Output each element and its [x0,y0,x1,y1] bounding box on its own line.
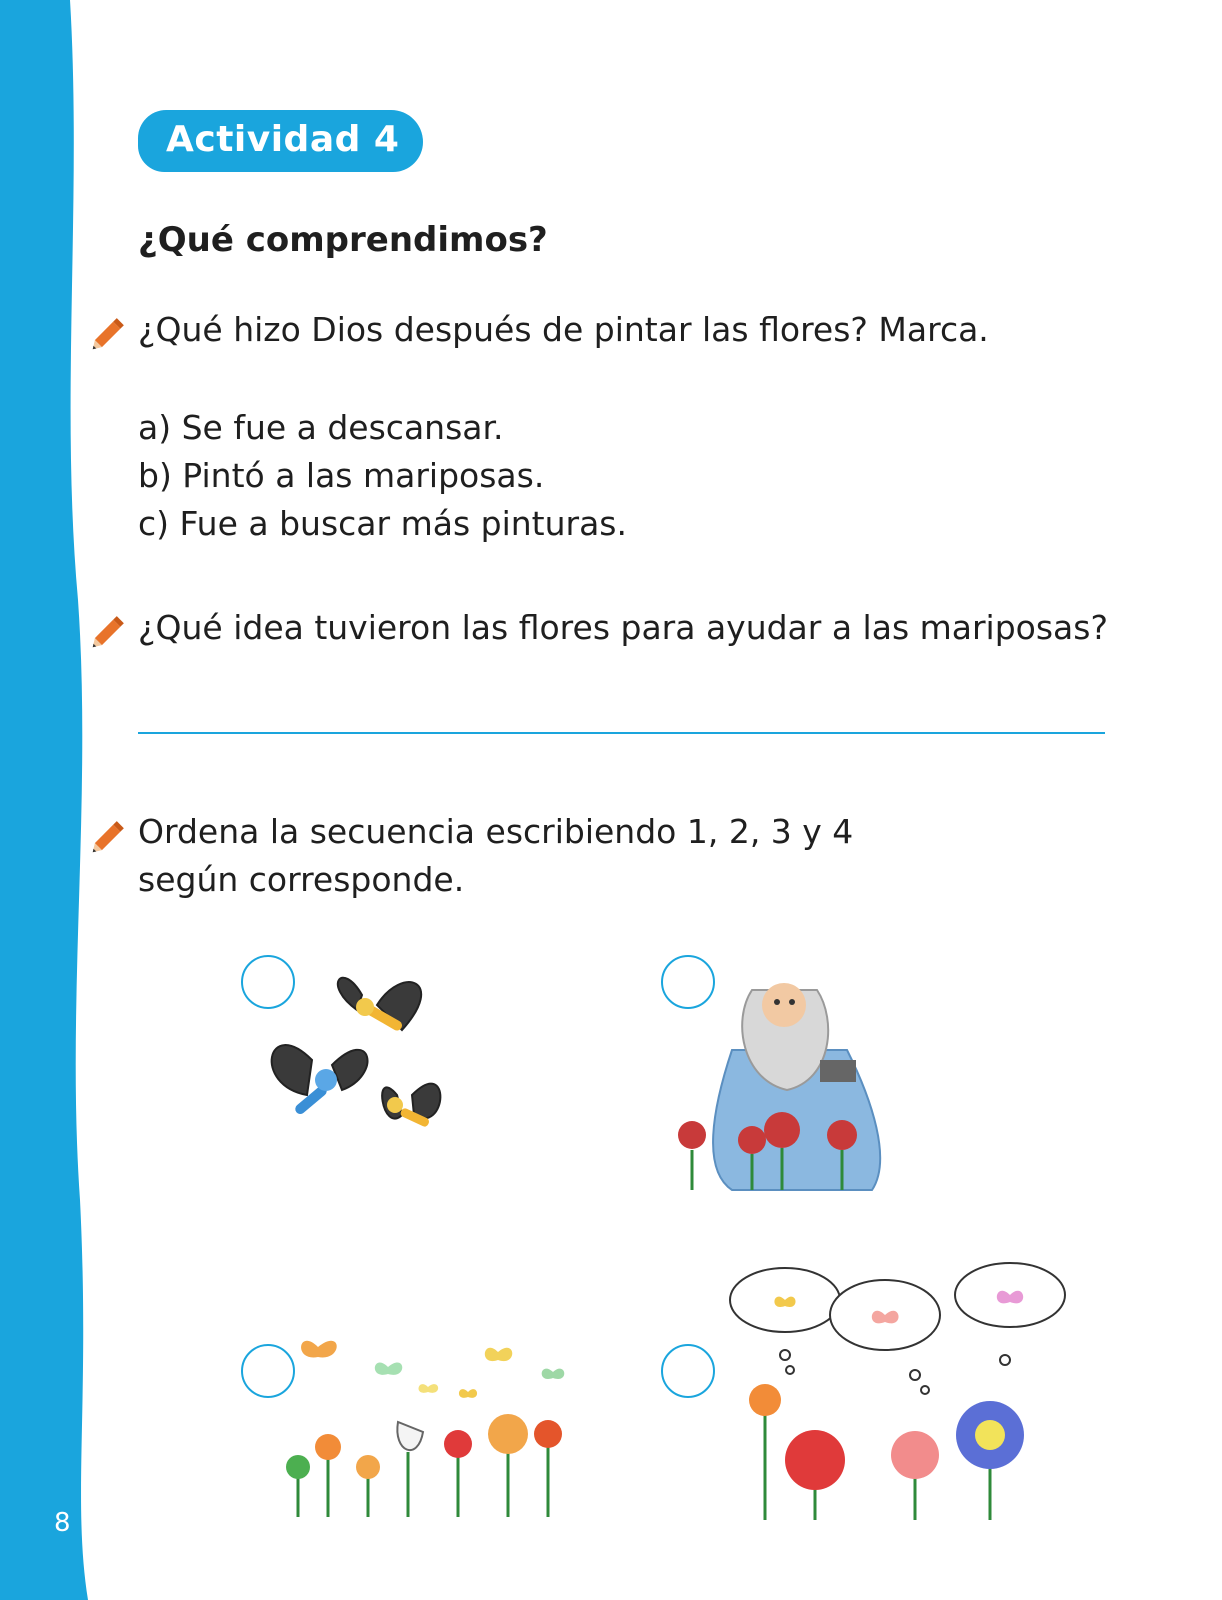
answer-line[interactable] [138,732,1105,734]
colorful-butterflies-flowers-illustration [268,1322,588,1522]
question-3-line-1: Ordena la secuencia escribiendo 1, 2, 3 y 4 [138,812,854,851]
question-1: ¿Qué hizo Dios después de pintar las flores? Marca. [138,310,989,349]
flowers-dreaming-butterflies-illustration [725,1260,1080,1525]
question-3-line-2: según corresponde. [138,860,465,899]
activity-badge [138,110,423,172]
butterflies-dark-illustration [262,965,462,1155]
option-a[interactable]: a) Se fue a descansar. [138,408,504,447]
question-2: ¿Qué idea tuvieron las flores para ayudar a las mariposas? [138,608,1108,647]
option-b[interactable]: b) Pintó a las mariposas. [138,456,545,495]
page-number: 8 [54,1508,71,1538]
pencil-icon [88,815,130,857]
god-painting-flowers-illustration [672,960,902,1200]
activity-label: Actividad 4 [166,119,400,160]
sequence-circle-4[interactable] [661,1344,715,1398]
pencil-icon [88,312,130,354]
option-c[interactable]: c) Fue a buscar más pinturas. [138,504,627,543]
side-band [0,0,95,1600]
pencil-icon [88,610,130,652]
section-heading: ¿Qué comprendimos? [138,220,548,260]
